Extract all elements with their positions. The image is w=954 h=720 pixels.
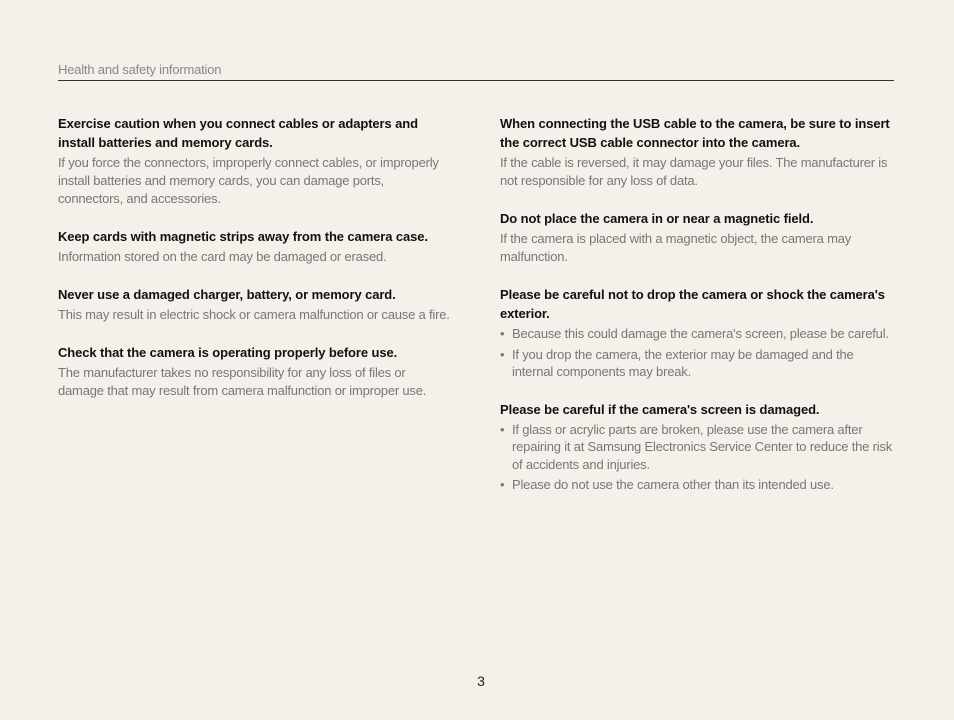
- section-body: If the cable is reversed, it may damage your files. The manufacturer is not responsible for any loss of data.: [500, 155, 888, 188]
- header-title: Health and safety information: [58, 62, 222, 77]
- section-magnetic-cards: [58, 227, 450, 266]
- list-item-text: Because this could damage the camera's screen, please be careful.: [512, 326, 889, 341]
- section-title: Please be careful if the camera's screen is damaged.: [500, 401, 820, 417]
- section-check-operation: [58, 343, 450, 400]
- section-magnetic-field: [500, 209, 898, 266]
- section-damaged-screen: [500, 400, 898, 494]
- bullet-list: [500, 325, 898, 381]
- section-body: Information stored on the card may be damaged or erased.: [58, 249, 387, 264]
- section-title: Please be careful not to drop the camera or shock the camera's exterior.: [500, 287, 885, 321]
- section-body: If the camera is placed with a magnetic object, the camera may malfunction.: [500, 231, 852, 264]
- section-usb-cable: [500, 114, 898, 190]
- list-item: [500, 476, 898, 494]
- list-item: [500, 325, 898, 343]
- list-item-text: Please do not use the camera other than its intended use.: [512, 477, 834, 492]
- bullet-icon: •: [500, 346, 505, 362]
- left-column: [58, 114, 450, 419]
- section-drop-shock: [500, 285, 898, 381]
- right-column: [500, 114, 898, 513]
- page-header: [58, 61, 894, 81]
- bullet-list: [500, 421, 898, 494]
- section-body: If you force the connectors, improperly connect cables, or improperly install batteries and memory cards, you can damage ports, connectors, and accessories.: [58, 155, 439, 206]
- list-item-text: If you drop the camera, the exterior may be damaged and the internal components may break.: [512, 346, 854, 379]
- section-title: Never use a damaged charger, battery, or memory card.: [58, 287, 396, 302]
- section-title: When connecting the USB cable to the camera, be sure to insert the correct USB cable connector into the camera.: [500, 116, 890, 150]
- section-body: This may result in electric shock or camera malfunction or cause a fire.: [58, 307, 450, 322]
- list-item-text: If glass or acrylic parts are broken, please use the camera after repairing it at Samsung Electronics Service Center to reduce the risk of accidents and injuries.: [512, 421, 892, 472]
- section-title: Do not place the camera in or near a magnetic field.: [500, 211, 814, 226]
- section-body: The manufacturer takes no responsibility for any loss of files or damage that may result from camera malfunction or improper use.: [58, 365, 427, 398]
- page-number: 3: [477, 673, 485, 689]
- section-title: Exercise caution when you connect cables or adapters and install batteries and memory cards.: [58, 116, 418, 150]
- bullet-icon: •: [500, 477, 505, 492]
- section-damaged-charger: [58, 285, 450, 324]
- section-title: Check that the camera is operating properly before use.: [58, 345, 398, 360]
- section-title: Keep cards with magnetic strips away from the camera case.: [58, 229, 428, 244]
- section-cables: [58, 114, 450, 208]
- bullet-icon: •: [500, 326, 505, 341]
- list-item: [500, 346, 898, 381]
- bullet-icon: •: [500, 421, 505, 437]
- list-item: [500, 421, 898, 474]
